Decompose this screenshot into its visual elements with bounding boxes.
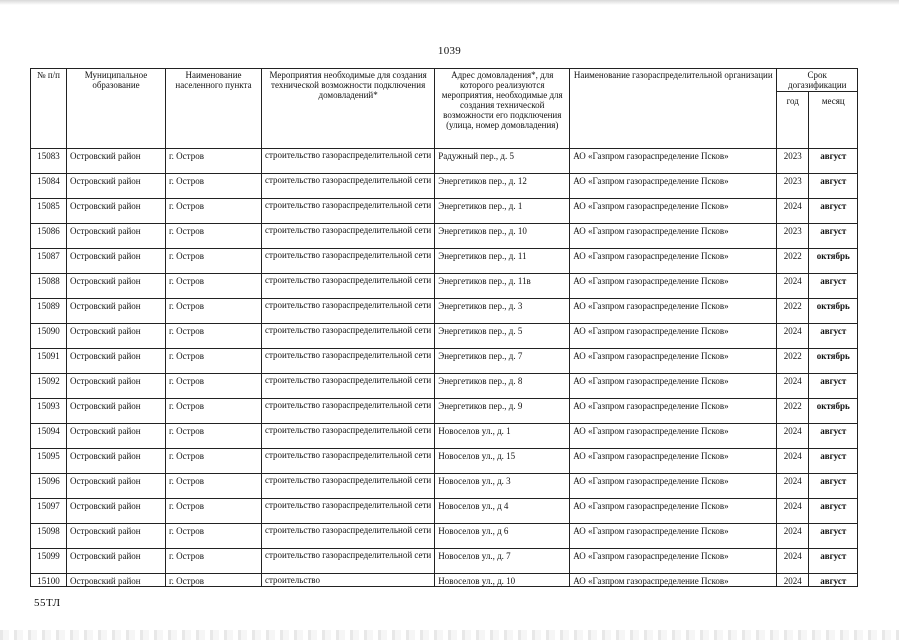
measures-cell: строительство газораспределительной сети <box>262 424 435 449</box>
organization-cell: АО «Газпром газораспределение Псков» <box>570 324 777 349</box>
year-cell: 2024 <box>777 474 809 499</box>
year-cell: 2024 <box>777 424 809 449</box>
month-cell: октябрь <box>809 349 858 374</box>
table-row <box>31 574 858 587</box>
municipality-cell: Островский район <box>67 249 166 274</box>
year-cell: 2024 <box>777 499 809 524</box>
month-cell: август <box>809 174 858 199</box>
footer-code: 55ТЛ <box>34 597 61 609</box>
table-body <box>31 149 858 587</box>
month-cell: октябрь <box>809 299 858 324</box>
settlement-cell: г. Остров <box>166 299 262 324</box>
municipality-cell: Островский район <box>67 149 166 174</box>
table-row <box>31 449 858 474</box>
month-cell: август <box>809 549 858 574</box>
month-cell: август <box>809 224 858 249</box>
row-number: 15085 <box>31 199 67 224</box>
address-cell: Новоселов ул., д. 1 <box>435 424 570 449</box>
settlement-cell: г. Остров <box>166 249 262 274</box>
month-cell: август <box>809 574 858 587</box>
measures-cell: строительство газораспределительной сети <box>262 224 435 249</box>
row-number: 15091 <box>31 349 67 374</box>
measures-cell: строительство газораспределительной сети <box>262 274 435 299</box>
year-cell: 2024 <box>777 274 809 299</box>
municipality-cell: Островский район <box>67 349 166 374</box>
header-month: месяц <box>809 92 858 149</box>
organization-cell: АО «Газпром газораспределение Псков» <box>570 499 777 524</box>
settlement-cell: г. Остров <box>166 149 262 174</box>
measures-cell: строительство газораспределительной сети <box>262 399 435 424</box>
measures-cell: строительство газораспределительной сети <box>262 374 435 399</box>
year-cell: 2024 <box>777 524 809 549</box>
year-cell: 2022 <box>777 299 809 324</box>
organization-cell: АО «Газпром газораспределение Псков» <box>570 374 777 399</box>
row-number: 15090 <box>31 324 67 349</box>
settlement-cell: г. Остров <box>166 549 262 574</box>
settlement-cell: г. Остров <box>166 499 262 524</box>
address-cell: Энергетиков пер., д. 11в <box>435 274 570 299</box>
table-row <box>31 374 858 399</box>
measures-cell: строительство газораспределительной сети <box>262 524 435 549</box>
organization-cell: АО «Газпром газораспределение Псков» <box>570 299 777 324</box>
settlement-cell: г. Остров <box>166 474 262 499</box>
year-cell: 2023 <box>777 149 809 174</box>
municipality-cell: Островский район <box>67 549 166 574</box>
row-number: 15093 <box>31 399 67 424</box>
header-row <box>31 69 858 92</box>
organization-cell: АО «Газпром газораспределение Псков» <box>570 449 777 474</box>
month-cell: август <box>809 499 858 524</box>
table-row <box>31 424 858 449</box>
address-cell: Новоселов ул., д. 15 <box>435 449 570 474</box>
settlement-cell: г. Остров <box>166 274 262 299</box>
municipality-cell: Островский район <box>67 574 166 587</box>
month-cell: август <box>809 149 858 174</box>
measures-cell: строительство газораспределительной сети <box>262 549 435 574</box>
settlement-cell: г. Остров <box>166 324 262 349</box>
page-number: 1039 <box>437 45 462 57</box>
table-row <box>31 524 858 549</box>
row-number: 15094 <box>31 424 67 449</box>
organization-cell: АО «Газпром газораспределение Псков» <box>570 174 777 199</box>
table-row <box>31 474 858 499</box>
measures-cell: строительство газораспределительной сети <box>262 449 435 474</box>
row-number: 15092 <box>31 374 67 399</box>
address-cell: Энергетиков пер., д. 9 <box>435 399 570 424</box>
row-number: 15089 <box>31 299 67 324</box>
settlement-cell: г. Остров <box>166 574 262 587</box>
measures-cell: строительство газораспределительной сети <box>262 324 435 349</box>
organization-cell: АО «Газпром газораспределение Псков» <box>570 424 777 449</box>
organization-cell: АО «Газпром газораспределение Псков» <box>570 474 777 499</box>
municipality-cell: Островский район <box>67 424 166 449</box>
row-number: 15097 <box>31 499 67 524</box>
municipality-cell: Островский район <box>67 199 166 224</box>
row-number: 15084 <box>31 174 67 199</box>
header-settlement: Наименование населенного пункта <box>166 69 262 149</box>
organization-cell: АО «Газпром газораспределение Псков» <box>570 199 777 224</box>
address-cell: Энергетиков пер., д. 11 <box>435 249 570 274</box>
scan-edge-top <box>0 0 899 5</box>
header-year: год <box>777 92 809 149</box>
header-municipality: Муниципальное образование <box>67 69 166 149</box>
year-cell: 2023 <box>777 224 809 249</box>
municipality-cell: Островский район <box>67 474 166 499</box>
measures-cell: строительство газораспределительной сети <box>262 349 435 374</box>
measures-cell: строительство газораспределительной сети <box>262 299 435 324</box>
year-cell: 2022 <box>777 399 809 424</box>
measures-cell: строительство газораспределительной сети <box>262 499 435 524</box>
organization-cell: АО «Газпром газораспределение Псков» <box>570 224 777 249</box>
settlement-cell: г. Остров <box>166 224 262 249</box>
settlement-cell: г. Остров <box>166 374 262 399</box>
municipality-cell: Островский район <box>67 399 166 424</box>
table-row <box>31 299 858 324</box>
year-cell: 2022 <box>777 349 809 374</box>
organization-cell: АО «Газпром газораспределение Псков» <box>570 549 777 574</box>
table-row <box>31 274 858 299</box>
year-cell: 2023 <box>777 174 809 199</box>
measures-cell: строительство газораспределительной сети <box>262 149 435 174</box>
settlement-cell: г. Остров <box>166 349 262 374</box>
header-measures: Мероприятия необходимые для создания технической возможности подключения домовладений* <box>262 69 435 149</box>
municipality-cell: Островский район <box>67 224 166 249</box>
row-number: 15088 <box>31 274 67 299</box>
address-cell: Новоселов ул., д. 3 <box>435 474 570 499</box>
row-number: 15100 <box>31 574 67 587</box>
measures-cell: строительство газораспределительной сети <box>262 199 435 224</box>
table-row <box>31 149 858 174</box>
month-cell: август <box>809 524 858 549</box>
organization-cell: АО «Газпром газораспределение Псков» <box>570 574 777 587</box>
header-organization: Наименование газораспределительной организации <box>570 69 777 149</box>
month-cell: октябрь <box>809 399 858 424</box>
organization-cell: АО «Газпром газораспределение Псков» <box>570 349 777 374</box>
settlement-cell: г. Остров <box>166 199 262 224</box>
address-cell: Энергетиков пер., д. 12 <box>435 174 570 199</box>
table-row <box>31 499 858 524</box>
table-row <box>31 324 858 349</box>
month-cell: август <box>809 199 858 224</box>
measures-cell: строительство газораспределительной сети <box>262 249 435 274</box>
row-number: 15087 <box>31 249 67 274</box>
header-address: Адрес домовладения*, для которого реализуются мероприятия, необходимые для создания технической возможности его подключения (улица, номер домовладения) <box>435 69 570 149</box>
address-cell: Энергетиков пер., д. 5 <box>435 324 570 349</box>
municipality-cell: Островский район <box>67 299 166 324</box>
table-row <box>31 549 858 574</box>
scan-edge-bottom <box>0 630 899 640</box>
row-number: 15095 <box>31 449 67 474</box>
address-cell: Радужный пер., д. 5 <box>435 149 570 174</box>
address-cell: Энергетиков пер., д. 7 <box>435 349 570 374</box>
address-cell: Новоселов ул., д 4 <box>435 499 570 524</box>
table-row <box>31 174 858 199</box>
header-term: Срок догазификации <box>777 69 858 92</box>
month-cell: август <box>809 274 858 299</box>
municipality-cell: Островский район <box>67 524 166 549</box>
row-number: 15096 <box>31 474 67 499</box>
settlement-cell: г. Остров <box>166 424 262 449</box>
row-number: 15098 <box>31 524 67 549</box>
table-row <box>31 199 858 224</box>
table-row <box>31 249 858 274</box>
settlement-cell: г. Остров <box>166 524 262 549</box>
table-row <box>31 399 858 424</box>
municipality-cell: Островский район <box>67 324 166 349</box>
municipality-cell: Островский район <box>67 174 166 199</box>
measures-cell: строительство газораспределительной сети <box>262 174 435 199</box>
header-num: № п/п <box>31 69 67 149</box>
address-cell: Новоселов ул., д. 10 <box>435 574 570 587</box>
month-cell: август <box>809 324 858 349</box>
month-cell: октябрь <box>809 249 858 274</box>
year-cell: 2024 <box>777 199 809 224</box>
organization-cell: АО «Газпром газораспределение Псков» <box>570 274 777 299</box>
settlement-cell: г. Остров <box>166 174 262 199</box>
year-cell: 2022 <box>777 249 809 274</box>
organization-cell: АО «Газпром газораспределение Псков» <box>570 149 777 174</box>
month-cell: август <box>809 449 858 474</box>
address-cell: Энергетиков пер., д. 3 <box>435 299 570 324</box>
row-number: 15083 <box>31 149 67 174</box>
organization-cell: АО «Газпром газораспределение Псков» <box>570 249 777 274</box>
municipality-cell: Островский район <box>67 374 166 399</box>
gasification-table <box>30 68 858 587</box>
table-row <box>31 224 858 249</box>
settlement-cell: г. Остров <box>166 399 262 424</box>
month-cell: август <box>809 474 858 499</box>
settlement-cell: г. Остров <box>166 449 262 474</box>
month-cell: август <box>809 424 858 449</box>
measures-cell: строительство <box>262 574 435 587</box>
municipality-cell: Островский район <box>67 499 166 524</box>
month-cell: август <box>809 374 858 399</box>
measures-cell: строительство газораспределительной сети <box>262 474 435 499</box>
address-cell: Новоселов ул., д 6 <box>435 524 570 549</box>
table-row <box>31 349 858 374</box>
row-number: 15099 <box>31 549 67 574</box>
year-cell: 2024 <box>777 549 809 574</box>
year-cell: 2024 <box>777 374 809 399</box>
municipality-cell: Островский район <box>67 449 166 474</box>
address-cell: Энергетиков пер., д. 8 <box>435 374 570 399</box>
row-number: 15086 <box>31 224 67 249</box>
address-cell: Новоселов ул., д. 7 <box>435 549 570 574</box>
year-cell: 2024 <box>777 574 809 587</box>
organization-cell: АО «Газпром газораспределение Псков» <box>570 399 777 424</box>
municipality-cell: Островский район <box>67 274 166 299</box>
address-cell: Энергетиков пер., д. 10 <box>435 224 570 249</box>
address-cell: Энергетиков пер., д. 1 <box>435 199 570 224</box>
year-cell: 2024 <box>777 324 809 349</box>
organization-cell: АО «Газпром газораспределение Псков» <box>570 524 777 549</box>
year-cell: 2024 <box>777 449 809 474</box>
